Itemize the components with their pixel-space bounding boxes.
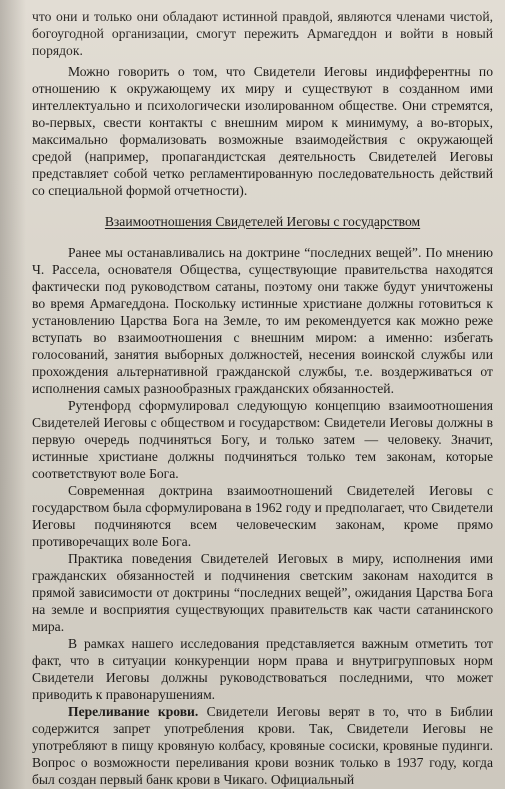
paragraph-blood-transfusion [32,703,493,788]
paragraph-indifference: Можно говорить о том, что Свидетели Иеговы индифферентны по отношению к окружающему их миру и существуют в созданном ими интеллектуально и психологически изолированном обществе. Они стремятся, во-первых, свести контакты с внешним миром к минимуму, а во-вторых, максимально формализовать возможные взаимодействия с окружающей средой (например, пропагандистская деятельность Свидетелей Иеговы представляет собой четко регламентированную последовательность действий со специальной формой отчетности). [32,64,493,198]
runin-heading: Переливание крови. [68,704,199,719]
section-heading-text: Взаимоотношения Свидетелей Иеговы с государством [104,214,421,229]
paragraph-continuation: что они и только они обладают истинной правдой, являются членами чистой, богоугодной организации, смогут пережить Армагеддон и войти в новый порядок. [32,9,493,58]
section-heading [32,213,493,230]
paragraph-modern-doctrine: Современная доктрина взаимоотношений Свидетелей Иеговы с государством была сформулирована в 1962 году и предполагает, что Свидетели Иеговы подчиняются всем человеческим законам, кроме прямо противоречащих воле Бога. [32,483,493,549]
paragraph-last-things: Ранее мы останавливались на доктрине “последних вещей”. По мнению Ч. Рассела, основателя Общества, существующие правительства находятся фактически под руководством сатаны, поэтому они также будут уничтожены во время Армагеддона. Поскольку истинные христиане должны готовиться к установлению Царства Бога на Земле, то им рекомендуется как можно реже вступать во взаимоотношения с внешним миром: а именно: избегать голосований, занятия выборных должностей, несения воинской службы или прохождения альтернативной гражданской службы, т.е. воздерживаться от исполнения самых разнообразных гражданских обязанностей. [32,245,493,396]
paragraph-rutherford: Рутенфорд сформулировал следующую концепцию взаимоотношения Свидетелей Иеговы с обществом и государством: Свидетели Иеговы должны в первую очередь подчиняться Богу, и только затем — человеку. Значит, истинные христиане должны подчиняться только тем законам, которые соответствуют воле Бога. [32,398,493,481]
page-fold-shadow [0,0,26,789]
paragraph-research: В рамках нашего исследования представляется важным отметить тот факт, что в ситуации конкуренции норм права и внутригрупповых норм Свидетели Иеговы должны руководствоваться последними, что может приводить к правонарушениям. [32,636,493,702]
paragraph-practice: Практика поведения Свидетелей Иеговых в миру, исполнения ими гражданских обязанностей и подчинения светским законам находится в прямой зависимости от доктрины “последних вещей”, ожидания Царства Бога на земле и восприятия существующих правительств как части сатанинского мира. [32,551,493,634]
paragraph-blood-text: Свидетели Иеговы верят в то, что в Библии содержится запрет употребления крови. Так, Свидетели Иеговы не употребляют в пищу кровяную колбасу, кровяные сосиски, кровяные пудинги. Вопрос о возможности переливания крови возник только в 1937 году, когда был создан первый банк крови в Чикаго. Официальный [32,704,493,787]
